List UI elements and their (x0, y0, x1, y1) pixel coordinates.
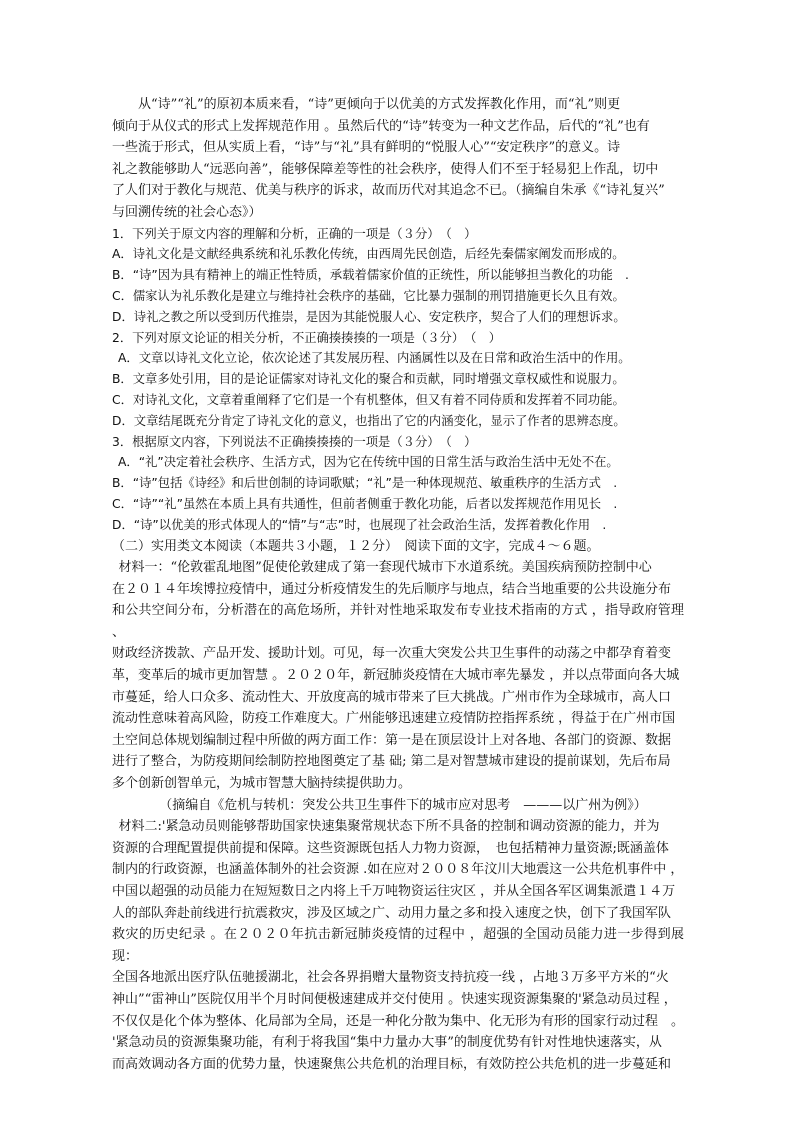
document-page (112, 94, 684, 1075)
material-line: 全国各地派出医疗队伍驰援湖北，社会各界捐赠大量物资支持抗疫一线 ，占地３万多平方米的“火 (112, 970, 669, 986)
material-line: 救灾的历史纪录 。在２０２０年抗击新冠肺炎疫情的过程中 ，超强的全国动员能力进一步得到展现： (112, 927, 684, 964)
material-line: 进行了整合，为防疫期间绘制防控地图奠定了基 础; 第二是对智慧城市建设的提前谋划，先后布局 (112, 754, 671, 770)
material-line: 资源的合理配置提供前提和保障。这些资源既包括人力物力资源， 也包括精神力量资源;既涵盖体 (112, 840, 669, 856)
material-1 (112, 557, 684, 816)
question-2 (112, 328, 684, 432)
section-heading: （二）实用类文本阅读（本题共３小题，１２分） 阅读下面的文字，完成４～６题。 (112, 538, 600, 554)
material-line: 流动性意味着高风险，防疫工作难度大。广州能够迅速建立疫情防控指挥系统 ，得益于在广州市国 (112, 711, 676, 727)
question-3 (112, 432, 684, 536)
question-option: A．诗礼文化是文献经典系统和礼乐教化传统，由西周先民创造，后经先秦儒家阐发而形成的。 (112, 247, 625, 262)
material-line: 中国以超强的动员能力在短短数日之内将上千万吨物资运往灾区 ，并从全国各军区调集派遣１４万 (112, 884, 676, 900)
material-2 (112, 816, 684, 1075)
question-option: A．文章以诗礼文化立论，依次论述了其发展历程、内涵属性以及在日常和政治生活中的作用。 (118, 351, 631, 366)
material-line: 和公共空间分布，分析潜在的高危场所，并针对性地采取发布专业技术指南的方式 ，指导政府管理 、 (112, 603, 684, 640)
material-line: 在２０１４年埃博拉疫情中，通过分析疫情发生的先后顺序与地点，结合当地重要的公共设施分布 (112, 581, 672, 597)
question-option: B．文章多处引用，目的是论证儒家对诗礼文化的聚合和贡献，同时增强文章权威性和说服力。 (112, 372, 625, 387)
material-source: （摘编自《危机与转机：突发公共卫生事件下的城市应对思考 ———以广州为例》） (159, 797, 647, 813)
material-line: 材料二:'紧急动员则能够帮助国家快速集聚常规状态下所不具备的控制和调动资源的能力，并为 (118, 819, 660, 835)
question-stem: 1．下列关于原文内容的理解和分析，正确的一项是（３分） （ ） (112, 226, 477, 241)
question-option: C．儒家认为礼乐教化是建立与维持社会秩序的基础，它比暴力强制的刑罚措施更长久且有效。 (112, 288, 625, 303)
passage-paragraph (112, 94, 684, 224)
passage-line: 与回溯传统的社会心态》） (112, 204, 262, 220)
question-option: D．文章结尾既充分肯定了诗礼文化的意义，也指出了它的内涵变化，显示了作者的思辨态度。 (112, 413, 626, 428)
material-line: 多个创新创智单元，为城市智慧大脑持续提供助力。 (112, 776, 412, 792)
material-line: 人的部队奔赴前线进行抗震救灾，涉及区域之广、动用力量之多和投入速度之快，创下了我国军队 (112, 905, 672, 921)
material-line: 不仅仅是化个体为整体、化局部为全局，还是一种化分散为集中、化无形为有形的国家行动过程 。 (112, 1013, 685, 1029)
passage-line: 从“诗”“礼”的原初本质来看，“诗”更倾向于以优美的方式发挥教化作用，而“礼”则更 (138, 97, 621, 112)
question-option: D．“诗”以优美的形式体现人的“情”与“志”时，也展现了社会政治生活，发挥着教化作用 . (112, 517, 607, 532)
question-option: B．“诗”因为具有精神上的端正性特质，承载着儒家价值的正统性，所以能够担当教化的功能 . (112, 268, 629, 283)
material-line: '紧急动员的资源集聚功能，有利于将我国“集中力量办大事”的制度优势有针对性地快速落实，从 (112, 1035, 662, 1051)
question-option: C．“诗”“礼”虽然在本质上具有共通性，但前者侧重于教化功能，后者以发挥规范作用见长 . (112, 496, 618, 511)
material-line: 材料一：“伦敦霍乱地图”促使伦敦建成了第一套现代城市下水道系统。美国疾病预防控制中心 (118, 560, 652, 576)
material-line: 革，变革后的城市更加智慧 。２０２０年，新冠肺炎疫情在大城市率先暴发 ，并以点带面向各大城 (112, 668, 680, 684)
question-option: A．“礼”决定着社会秩序、生活方式，因为它在传统中国的日常生活与政治生活中无处不在。 (118, 455, 619, 470)
question-stem: 3．根据原文内容，下列说法不正确揍揍揍的一项是（３分） （ ） (112, 434, 477, 449)
passage-line: 礼之教能够助人“远恶向善”，能够保障差等性的社会秩序，使得人们不至于轻易犯上作乱，切中 (112, 161, 659, 177)
material-line: 制内的行政资源，也涵盖体制外的社会资源 .如在应对２００８年汶川大地震这一公共危机事件中 ， (112, 862, 684, 878)
material-line: 而高效调动各方面的优势力量，快速聚焦公共危机的治理目标，有效防控公共危机的进一步蔓延和 (112, 1056, 672, 1072)
question-option: D．诗礼之教之所以受到历代推崇，是因为其能悦服人心、安定秩序，契合了人们的理想诉求。 (112, 309, 626, 324)
question-option: B．“诗”包括《诗经》和后世创制的诗词歌赋；“礼”是一种体现规范、敏重秩序的生活方式 . (112, 476, 618, 491)
question-option: C．对诗礼文化，文章着重阐释了它们是一个有机整体，但又有着不同侍质和发挥着不同功能。 (112, 392, 625, 407)
passage-line: 一些流于形式，但从实质上看，“诗”与“礼”具有鲜明的“悦服人心”“安定秩序”的意义。诗 (112, 140, 621, 156)
material-line: 神山”“雷神山”医院仅用半个月时间便极速建成并交付使用 。快速实现资源集聚的'紧急动员过程 ， (112, 991, 677, 1007)
passage-line: 倾向于从仪式的形式上发挥规范作用 。虽然后代的“诗”转变为一种文艺作品，后代的“礼”也有 (112, 118, 650, 134)
question-stem: 2．下列对原文论证的相关分析，不正确揍揍揍的一项是（３分） （ ） (112, 330, 502, 345)
material-line: 市蔓延，给人口众多、流动性大、开放度高的城市带来了巨大挑战。广州市作为全球城市，高人口 (112, 689, 672, 705)
question-1 (112, 224, 684, 328)
material-line: 土空间总体规划编制过程中所做的两方面工作：第一是在顶层设计上对各地、各部门的资源、数据 (112, 732, 672, 748)
passage-line: 了人们对于教化与规范、优美与秩序的诉求，故而历代对其追念不已。（摘编自朱承《“诗礼复兴” (112, 183, 665, 199)
material-line: 财政经济拨款、产品开发、援助计划。可见，每一次重大突发公共卫生事件的动荡之中都孕育着变 (112, 646, 672, 662)
